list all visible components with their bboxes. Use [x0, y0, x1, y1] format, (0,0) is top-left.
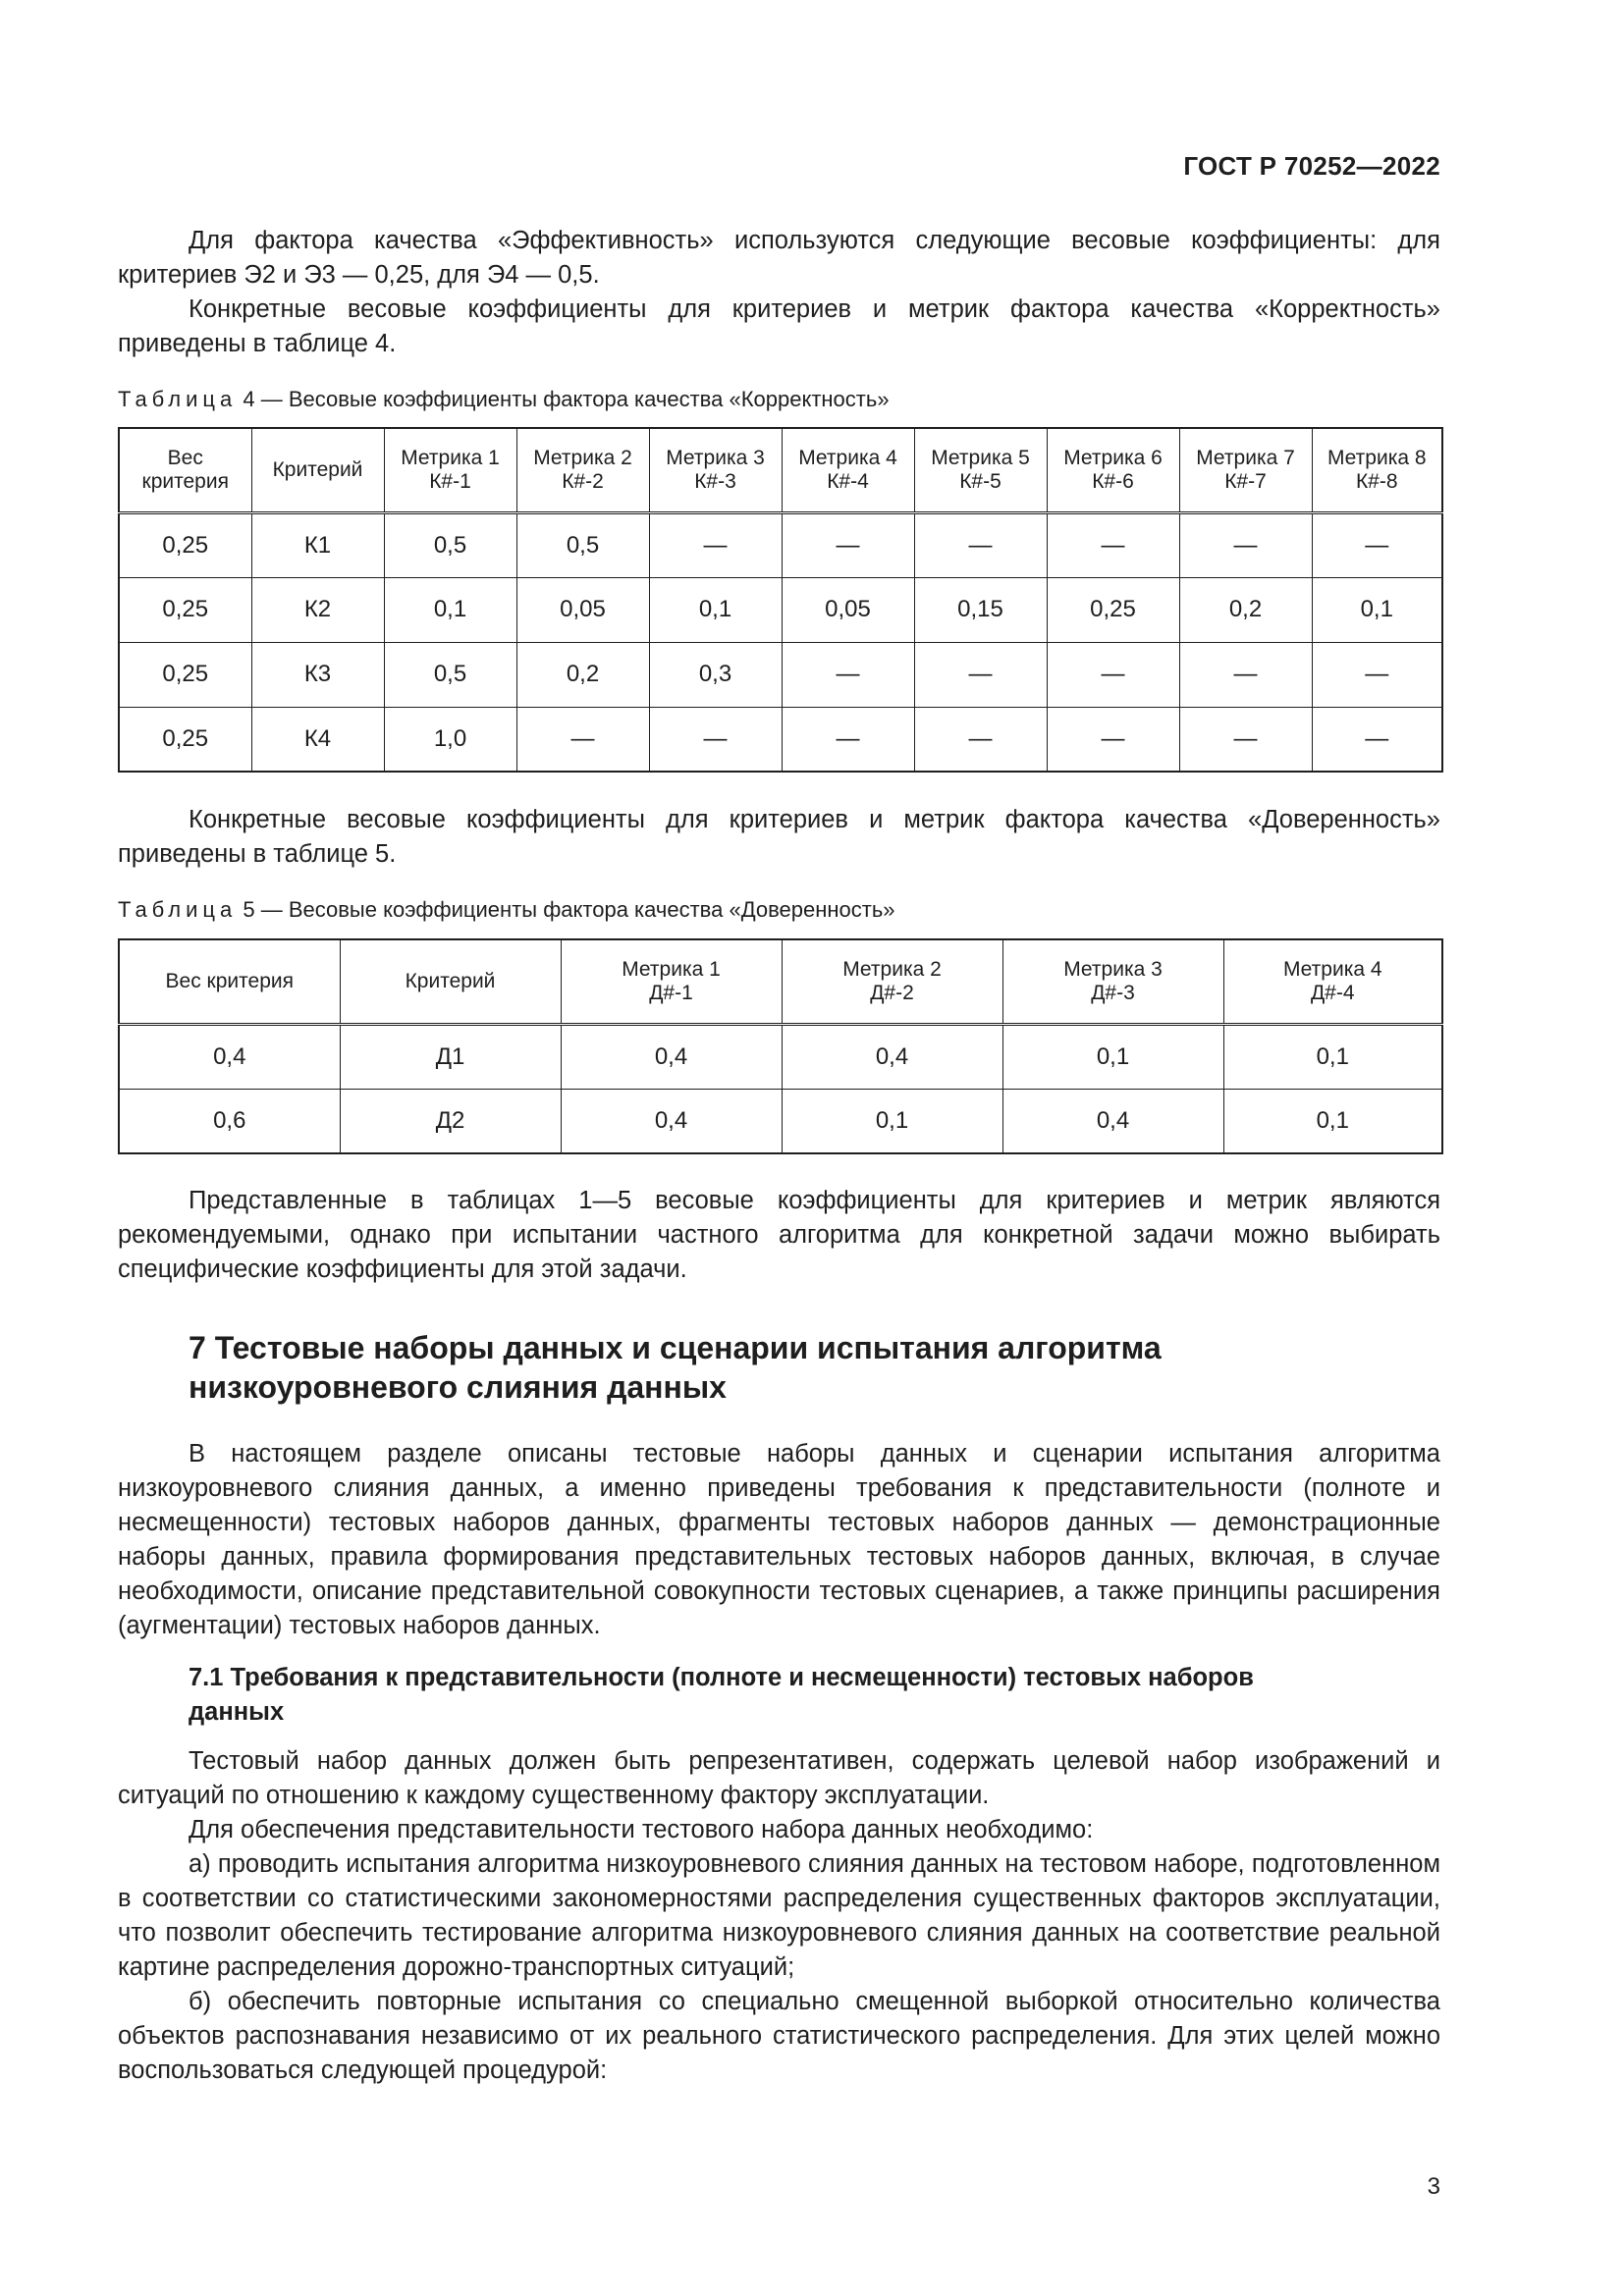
table4-header-text: Метрика 7: [1196, 446, 1295, 469]
table4-cell: 0,1: [384, 577, 516, 642]
section-7-heading-line2: низкоуровневого слияния данных: [189, 1369, 727, 1405]
table5-header-text: Д#-1: [649, 981, 693, 1004]
table4-cell: 0,05: [516, 577, 649, 642]
table4-header-text: К#-4: [827, 469, 869, 493]
table4-cell: К1: [251, 512, 384, 577]
table4-cell: 0,25: [119, 512, 251, 577]
table-row: [119, 577, 1442, 642]
table-row: [119, 1089, 1442, 1153]
table4-header-cell: [914, 428, 1047, 512]
table5-header-row: [119, 939, 1442, 1024]
paragraph-representative-dataset: Тестовый набор данных должен быть репрезентативен, содержать целевой набор изображений и ситуаций по отношению к каждому существенному фактору эксплуатации.: [118, 1747, 1440, 1809]
table5-header-cell: [561, 939, 782, 1024]
table4-cell: —: [782, 707, 914, 772]
table4-correctness: [118, 427, 1443, 773]
table4-cell: 0,3: [649, 642, 782, 707]
table4-header-text: К#-5: [959, 469, 1001, 493]
paragraph-correctness-intro: Конкретные весовые коэффициенты для критериев и метрик фактора качества «Корректность» приведены в таблице 4.: [118, 295, 1440, 357]
table5-header-cell: [1002, 939, 1223, 1024]
table4-cell: 0,25: [119, 707, 251, 772]
table4-header-text: Критерий: [272, 457, 363, 481]
table4-cell: —: [782, 642, 914, 707]
table-row: [119, 1024, 1442, 1089]
table5-caption: [118, 895, 1440, 925]
table5-cell: 0,4: [561, 1024, 782, 1089]
table4-cell: 0,5: [516, 512, 649, 577]
table4-cell: —: [649, 707, 782, 772]
table-row: [119, 642, 1442, 707]
page-number: 3: [1427, 2173, 1440, 2200]
table4-cell: 0,2: [516, 642, 649, 707]
section-7-heading-line1: 7 Тестовые наборы данных и сценарии испытания алгоритма: [189, 1330, 1162, 1365]
table4-cell: —: [1179, 707, 1312, 772]
table5-caption-text: 5 — Весовые коэффициенты фактора качества «Доверенность»: [243, 897, 895, 922]
document-code: ГОСТ Р 70252—2022: [1183, 151, 1440, 181]
table4-cell: —: [1179, 512, 1312, 577]
table4-header-text: Метрика 3: [666, 446, 765, 469]
table4-header-row: [119, 428, 1442, 512]
table4-header-text: Метрика 4: [798, 446, 897, 469]
table4-cell: 0,5: [384, 512, 516, 577]
table5-header-text: Д#-3: [1091, 981, 1135, 1004]
table5-cell: 0,4: [782, 1024, 1002, 1089]
table4-cell: —: [914, 512, 1047, 577]
table5-cell: Д1: [340, 1024, 561, 1089]
table5-header-text: Критерий: [405, 969, 496, 992]
table5-caption-word: Таблица: [118, 897, 238, 922]
table4-cell: —: [1312, 642, 1442, 707]
table4-header-cell: [384, 428, 516, 512]
table5-header-cell: [119, 939, 340, 1024]
table4-cell: —: [1047, 707, 1179, 772]
table4-header-text: Метрика 1: [401, 446, 500, 469]
section-7-1-heading: [189, 1661, 1406, 1730]
table4-cell: —: [1312, 512, 1442, 577]
table4-cell: К3: [251, 642, 384, 707]
table5-header-text: Д#-2: [870, 981, 914, 1004]
table4-header-text: К#-7: [1224, 469, 1267, 493]
table4-header-text: К#-8: [1355, 469, 1398, 493]
table4-header-cell: [1179, 428, 1312, 512]
table4-cell: —: [1179, 642, 1312, 707]
section-7-1-heading-line1: 7.1 Требования к представительности (полноте и несмещенности) тестовых наборов: [189, 1664, 1254, 1691]
table4-cell: —: [1047, 642, 1179, 707]
table-row: [119, 512, 1442, 577]
table5-header-text: Метрика 2: [842, 957, 942, 981]
table4-cell: 1,0: [384, 707, 516, 772]
table4-cell: 0,15: [914, 577, 1047, 642]
table5-cell: 0,1: [1223, 1089, 1442, 1153]
table4-cell: 0,1: [1312, 577, 1442, 642]
table4-header-text: К#-6: [1092, 469, 1134, 493]
table4-header-text: Метрика 6: [1063, 446, 1163, 469]
paragraph-section-7-intro: В настоящем разделе описаны тестовые наборы данных и сценарии испытания алгоритма низкоуровневого слияния данных, а именно приведены требования к представительности (полноте и несмещенности) тестовых наборов данных, фрагменты тестовых наборов данных — демонстрационные наборы данных, правила формирования представительных тестовых наборов данных, включая, в случае необходимости, описание представительной совокупности тестовых сценариев, а также принципы расширения (аугментации) тестовых наборов данных.: [118, 1440, 1440, 1639]
table5-trust: [118, 938, 1443, 1154]
section-7-heading: [189, 1328, 1367, 1407]
table4-header-text: К#-1: [429, 469, 471, 493]
table4-header-text: критерия: [141, 469, 229, 493]
table4-cell: —: [914, 642, 1047, 707]
table4-cell: 0,2: [1179, 577, 1312, 642]
table4-caption-text: 4 — Весовые коэффициенты фактора качества «Корректность»: [243, 387, 890, 411]
table5-cell: 0,4: [1002, 1089, 1223, 1153]
table5-cell: 0,4: [119, 1024, 340, 1089]
table4-cell: —: [914, 707, 1047, 772]
table4-cell: 0,25: [119, 642, 251, 707]
table4-cell: 0,05: [782, 577, 914, 642]
table4-cell: —: [516, 707, 649, 772]
table4-cell: —: [782, 512, 914, 577]
table5-header-text: Д#-4: [1310, 981, 1355, 1004]
table5-header-text: Метрика 4: [1282, 957, 1382, 981]
table5-header-cell: [1223, 939, 1442, 1024]
table4-header-cell: [119, 428, 251, 512]
table4-cell: 0,25: [1047, 577, 1179, 642]
list-item-a: а) проводить испытания алгоритма низкоуровневого слияния данных на тестовом наборе, подготовленном в соответствии со статистическими закономерностями распределения существенных факторов эксплуатации, что позволит обеспечить тестирование алгоритма низкоуровневого слияния данных на соответствие реальной картине распределения дорожно-транспортных ситуаций;: [118, 1850, 1440, 1981]
paragraph-recommended-weights: Представленные в таблицах 1—5 весовые коэффициенты для критериев и метрик являются рекомендуемыми, однако при испытании частного алгоритма для конкретной задачи можно выбирать специфические коэффициенты для этой задачи.: [118, 1187, 1440, 1283]
table5-cell: 0,4: [561, 1089, 782, 1153]
table5-header-text: Вес критерия: [165, 969, 294, 992]
table5-header-cell: [782, 939, 1002, 1024]
table4-header-text: Вес: [167, 446, 203, 469]
table4-cell: К4: [251, 707, 384, 772]
table4-cell: 0,5: [384, 642, 516, 707]
table4-cell: —: [1312, 707, 1442, 772]
table5-header-cell: [340, 939, 561, 1024]
paragraph-efficiency-weights: Для фактора качества «Эффективность» используются следующие весовые коэффициенты: для критериев Э2 и Э3 — 0,25, для Э4 — 0,5.: [118, 227, 1440, 289]
table4-header-cell: [251, 428, 384, 512]
table5-cell: 0,1: [1002, 1024, 1223, 1089]
table4-caption-word: Таблица: [118, 387, 238, 411]
table-row: [119, 707, 1442, 772]
table4-header-cell: [649, 428, 782, 512]
table4-cell: 0,1: [649, 577, 782, 642]
table4-caption: [118, 385, 1440, 414]
table5-header-text: Метрика 1: [622, 957, 721, 981]
table4-header-text: Метрика 8: [1326, 446, 1427, 469]
paragraph-requirements-intro: Для обеспечения представительности тестового набора данных необходимо:: [189, 1816, 1094, 1843]
table4-header-cell: [1312, 428, 1442, 512]
table5-cell: Д2: [340, 1089, 561, 1153]
table4-header-cell: [1047, 428, 1179, 512]
table4-cell: —: [1047, 512, 1179, 577]
section-7-1-heading-line2: данных: [189, 1698, 285, 1726]
table4-cell: 0,25: [119, 577, 251, 642]
table4-header-cell: [516, 428, 649, 512]
table4-cell: К2: [251, 577, 384, 642]
table5-cell: 0,1: [1223, 1024, 1442, 1089]
table4-header-text: Метрика 2: [533, 446, 632, 469]
table4-header-text: К#-3: [694, 469, 736, 493]
table5-header-text: Метрика 3: [1063, 957, 1163, 981]
table5-cell: 0,6: [119, 1089, 340, 1153]
table4-cell: —: [649, 512, 782, 577]
table4-header-text: К#-2: [562, 469, 604, 493]
table4-header-cell: [782, 428, 914, 512]
table4-header-text: Метрика 5: [931, 446, 1030, 469]
paragraph-trust-intro: Конкретные весовые коэффициенты для критериев и метрик фактора качества «Доверенность» приведены в таблице 5.: [118, 806, 1440, 868]
list-item-b: б) обеспечить повторные испытания со специально смещенной выборкой относительно количества объектов распознавания независимо от их реального статистического распределения. Для этих целей можно воспользоваться следующей процедурой:: [118, 1988, 1440, 2084]
table5-cell: 0,1: [782, 1089, 1002, 1153]
